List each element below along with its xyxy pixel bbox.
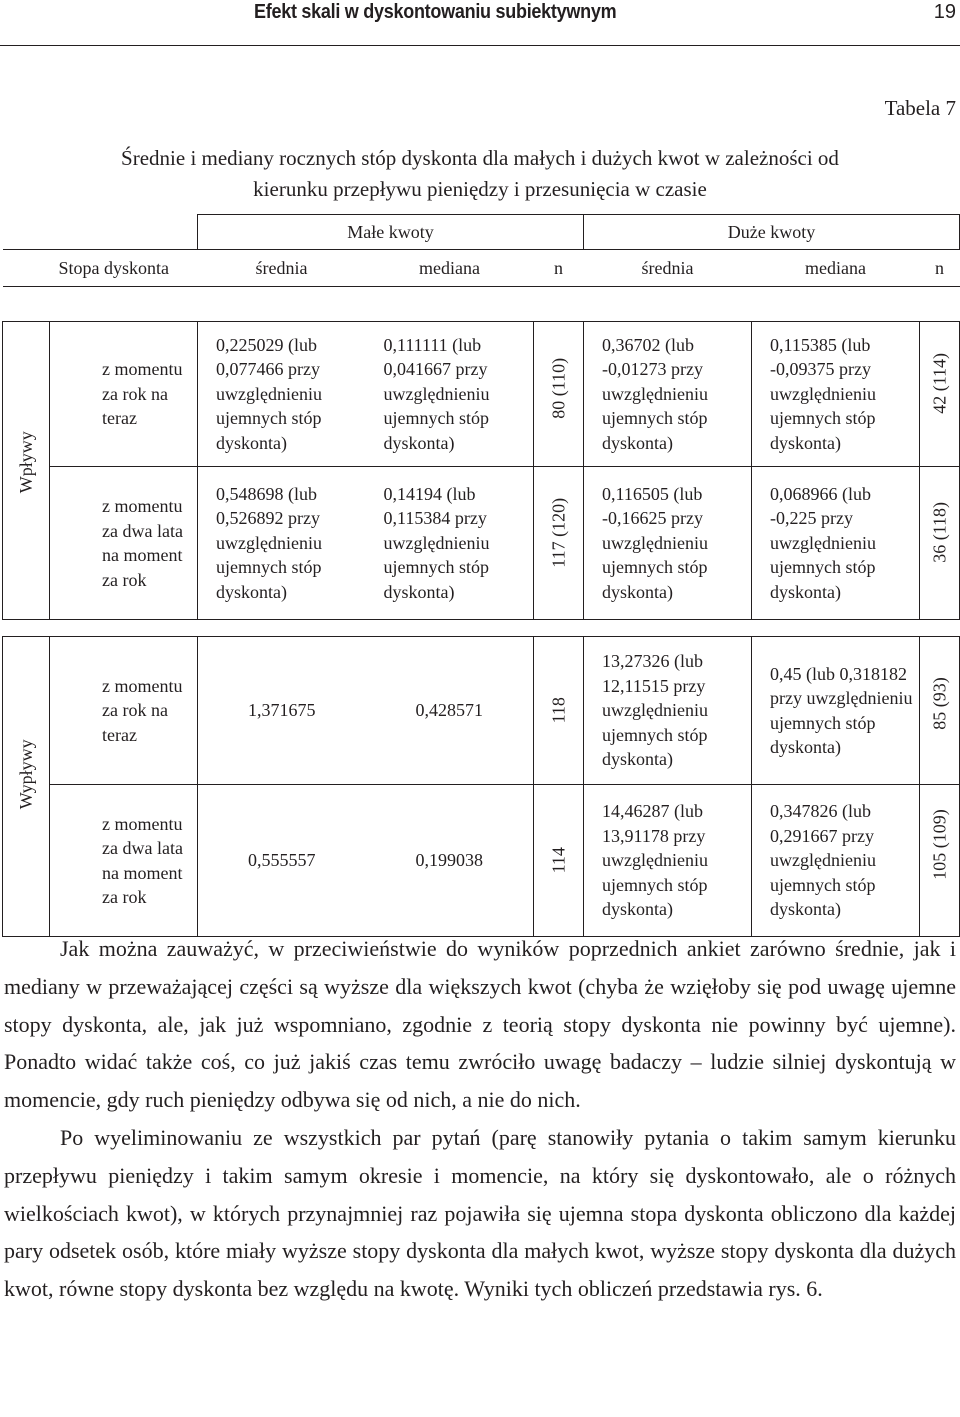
cell-large-median: 0,347826 (lub 0,291667 przy uwzględnieniu ujemnych stóp dyskonta) [752,785,920,937]
table-row [3,785,960,937]
table-row [3,467,960,620]
cell-large-mean: 14,46287 (lub 13,91178 przy uwzględnieniu ujemnych stóp dyskonta) [584,785,752,937]
cell-small-median: 0,111111 (lub 0,041667 przy uwzględnieniu ujemnych stóp dyskonta) [366,322,534,467]
cell-small-median: 0,14194 (lub 0,115384 przy uwzględnieniu ujemnych stóp dyskonta) [366,467,534,620]
table-row [3,322,960,467]
row-label: z momentu za rok na teraz [50,322,198,467]
cell-small-mean: 0,548698 (lub 0,526892 przy uwzględnieniu ujemnych stóp dyskonta) [198,467,366,620]
header-rule [0,45,960,46]
cell-large-n: 85 (93) [920,637,960,785]
cell-large-mean: 0,36702 (lub -0,01273 przy uwzględnieniu ujemnych stóp dyskonta) [584,322,752,467]
col-header-small-median: mediana [366,250,534,287]
cell-small-mean: 0,555557 [198,785,366,937]
page-number: 19 [933,1,956,23]
col-header-large-median: mediana [752,250,920,287]
section-label-outflows: Wypływy [3,637,50,937]
col-header-rate: Stopa dyskonta [3,250,198,287]
cell-small-n: 114 [534,785,584,937]
group-header-row [3,215,960,250]
cell-large-median: 0,115385 (lub -0,09375 przy uwzględnieniu ujemnych stóp dyskonta) [752,322,920,467]
body-text [4,930,956,1308]
group-large-amounts: Duże kwoty [584,215,960,250]
cell-small-mean: 1,371675 [198,637,366,785]
caption-line-1: Średnie i mediany rocznych stóp dyskonta dla małych i dużych kwot w zależności od [121,146,839,170]
cell-small-n: 80 (110) [534,322,584,467]
group-small-amounts: Małe kwoty [198,215,584,250]
paragraph: Jak można zauważyć, w przeciwieństwie do wyników poprzednich ankiet zarówno średnie, jak i mediany w przeważającej części są wyższe dla większych kwot (chyba że wzięłoby się pod uwagę ujemne stopy dyskonta, ale, jak już wspomniano, zgodnie z teorią stopy dyskonta nie powinny być ujemne). Ponadto widać także coś, co już jakiś czas temu zwróciło uwagę badaczy – ludzie silniej dyskontują w momencie, gdy ruch pieniędzy odbywa się od nich, a nie do nich. [4,936,956,1113]
col-header-large-n: n [920,250,960,287]
row-label: z momentu za rok na teraz [50,637,198,785]
cell-small-n: 118 [534,637,584,785]
cell-small-median: 0,428571 [366,637,534,785]
cell-large-median: 0,068966 (lub -0,225 przy uwzględnieniu ujemnych stóp dyskonta) [752,467,920,620]
running-title: Efekt skali w dyskontowaniu subiektywnym [254,1,617,23]
cell-small-median: 0,199038 [366,785,534,937]
caption-line-2: kierunku przepływu pieniędzy i przesunięcia w czasie [253,177,707,201]
cell-large-n: 36 (118) [920,467,960,620]
row-label: z momentu za dwa lata na moment za rok [50,785,198,937]
cell-small-mean: 0,225029 (lub 0,077466 przy uwzględnieniu ujemnych stóp dyskonta) [198,322,366,467]
table-label: Tabela 7 [884,96,956,120]
column-header-row [3,250,960,287]
cell-large-n: 105 (109) [920,785,960,937]
section-label-inflows: Wpływy [3,322,50,620]
cell-small-n: 117 (120) [534,467,584,620]
table-caption [0,143,960,205]
col-header-small-mean: średnia [198,250,366,287]
cell-large-n: 42 (114) [920,322,960,467]
cell-large-mean: 13,27326 (lub 12,11515 przy uwzględnieniu ujemnych stóp dyskonta) [584,637,752,785]
row-label: z momentu za dwa lata na moment za rok [50,467,198,620]
cell-large-median: 0,45 (lub 0,318182 przy uwzględnieniu ujemnych stóp dyskonta) [752,637,920,785]
table-row [3,637,960,785]
paragraph: Po wyeliminowaniu ze wszystkich par pytań (parę stanowiły pytania o takim samym kierunku przepływu pieniędzy i takim samym okresie i momencie, na który się dyskontowało, ale o różnych wielkościach kwot), w których przynajmniej raz pojawiła się ujemna stopa dyskonta obliczono dla każdej pary odsetek osób, które miały wyższe stopy dyskonta dla małych kwot, wyższe stopy dyskonta dla dużych kwot, równe stopy dyskonta bez względu na kwotę. Wyniki tych obliczeń przedstawia rys. 6. [4,1124,956,1302]
page-header [0,0,960,30]
col-header-small-n: n [534,250,584,287]
col-header-large-mean: średnia [584,250,752,287]
cell-large-mean: 0,116505 (lub -0,16625 przy uwzględnieniu ujemnych stóp dyskonta) [584,467,752,620]
data-table [2,214,960,937]
